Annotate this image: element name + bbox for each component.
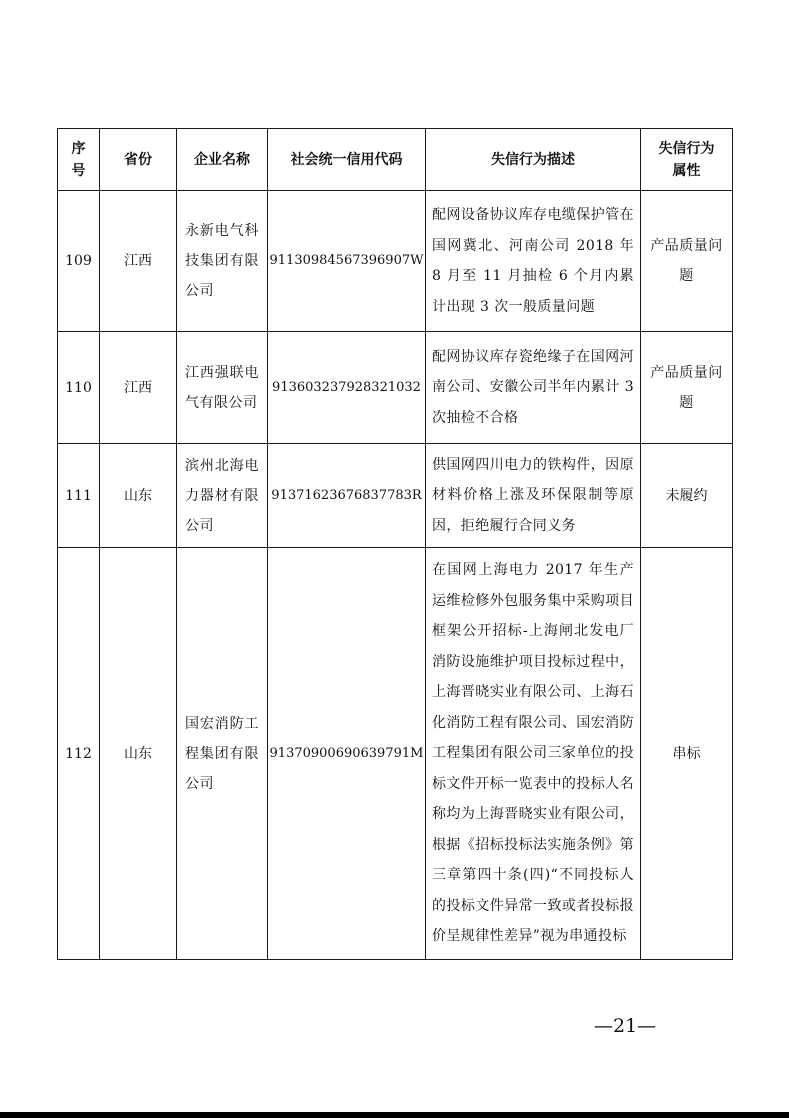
cell-credit-code: 91371623676837783R bbox=[268, 444, 426, 548]
cell-seq: 110 bbox=[58, 332, 100, 444]
header-province: 省份 bbox=[100, 129, 177, 191]
cell-seq: 109 bbox=[58, 191, 100, 332]
header-attribute bbox=[641, 129, 733, 191]
header-seq-text: 序号 bbox=[71, 140, 86, 179]
cell-attribute: 产品质量问题 bbox=[641, 332, 733, 444]
cell-company: 滨州北海电力器材有限公司 bbox=[177, 444, 268, 548]
cell-description: 配网协议库存瓷绝缘子在国网河南公司、安徽公司半年内累计 3 次抽检不合格 bbox=[426, 332, 641, 444]
cell-province: 山东 bbox=[100, 548, 177, 960]
table-header-row bbox=[58, 129, 733, 191]
cell-attribute: 未履约 bbox=[641, 444, 733, 548]
cell-credit-code: 91370900690639791M bbox=[268, 548, 426, 960]
cell-seq: 111 bbox=[58, 444, 100, 548]
header-company: 企业名称 bbox=[177, 129, 268, 191]
header-seq bbox=[58, 129, 100, 191]
cell-description: 在国网上海电力 2017 年生产运维检修外包服务集中采购项目框架公开招标-上海闸北发电厂消防设施维护项目投标过程中，上海晋晓实业有限公司、上海石化消防工程有限公司、国宏消防工程集团有限公司三家单位的投标文件开标一览表中的投标人名称均为上海晋晓实业有限公司，根据《招标投标法实施条例》第三章第四十条(四)“不同投标人的投标文件异常一致或者投标报价呈规律性差异”视为串通投标 bbox=[426, 548, 641, 960]
cell-attribute: 串标 bbox=[641, 548, 733, 960]
cell-province: 江西 bbox=[100, 191, 177, 332]
cell-seq: 112 bbox=[58, 548, 100, 960]
table-row bbox=[58, 332, 733, 444]
cell-description: 配网设备协议库存电缆保护管在国网冀北、河南公司 2018 年 8 月至 11 月抽检 6 个月内累计出现 3 次一般质量问题 bbox=[426, 191, 641, 332]
credit-table bbox=[57, 128, 733, 960]
cell-company: 国宏消防工程集团有限公司 bbox=[177, 548, 268, 960]
header-description: 失信行为描述 bbox=[426, 129, 641, 191]
header-credit-code: 社会统一信用代码 bbox=[268, 129, 426, 191]
table-row bbox=[58, 444, 733, 548]
cell-attribute: 产品质量问题 bbox=[641, 191, 733, 332]
scan-bottom-edge bbox=[0, 1112, 789, 1118]
header-attribute-text: 失信行为属性 bbox=[658, 140, 715, 179]
cell-credit-code: 91360323792832103​2 bbox=[268, 332, 426, 444]
table-row bbox=[58, 191, 733, 332]
table-row bbox=[58, 548, 733, 960]
cell-company: 江西强联电气有限公司 bbox=[177, 332, 268, 444]
cell-credit-code: 91130984567396907W bbox=[268, 191, 426, 332]
cell-description: 供国网四川电力的铁构件，因原材料价格上涨及环保限制等原因，拒绝履行合同义务 bbox=[426, 444, 641, 548]
cell-company: 永新电气科技集团有限公司 bbox=[177, 191, 268, 332]
page-number: —21— bbox=[594, 1015, 657, 1037]
cell-province: 江西 bbox=[100, 332, 177, 444]
cell-province: 山东 bbox=[100, 444, 177, 548]
